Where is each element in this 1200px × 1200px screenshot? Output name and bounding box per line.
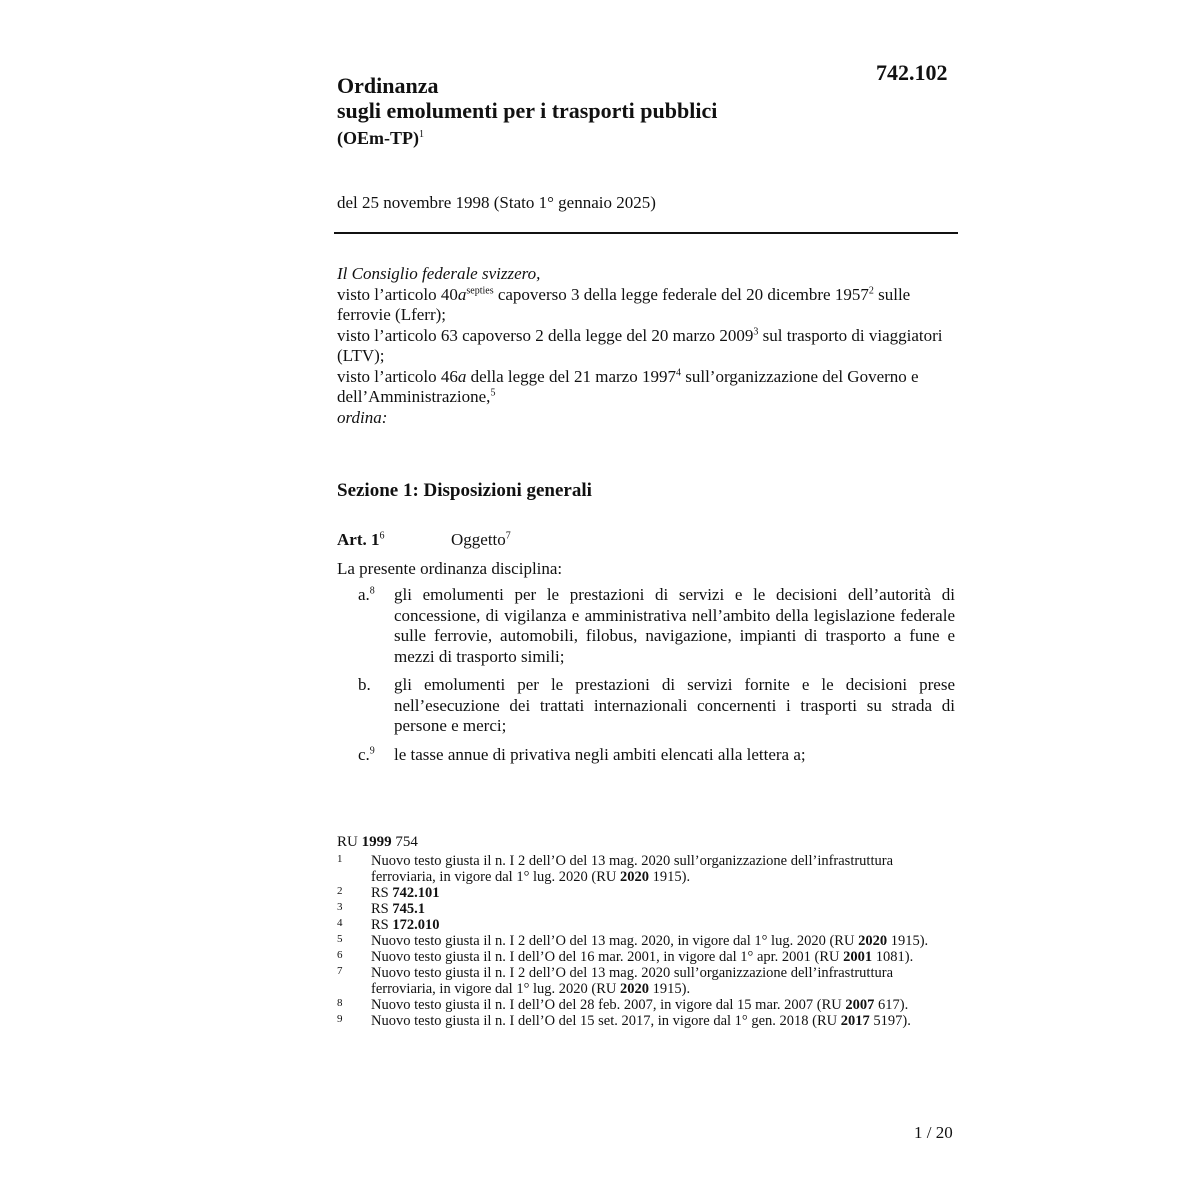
preamble-ordina: ordina:: [337, 407, 388, 427]
title-line-1: Ordinanza: [337, 73, 439, 98]
preamble: [337, 264, 955, 428]
preamble-clause-2: visto l’articolo 63 capoverso 2 della legge del 20 marzo 2009$^3$ sul trasporto di viaggiatori (LTV);: [337, 325, 943, 365]
document-number: 742.102: [876, 60, 948, 85]
abbreviation-text: (OEm-TP): [337, 128, 419, 148]
list-item: [337, 585, 955, 667]
footnote: 9 Nuovo testo giusta il n. I dell’O del 15 set. 2017, in vigore dal 1° gen. 2018 (RU 2017 5197).: [337, 1013, 911, 1029]
item-label: a.$^8$: [358, 585, 375, 604]
footnote: 6 Nuovo testo giusta il n. I dell’O del 16 mar. 2001, in vigore dal 1° apr. 2001 (RU 2001 1081).: [337, 949, 914, 965]
footnote-ref-1[interactable]: 1: [418, 129, 424, 140]
footnote: 5 Nuovo testo giusta il n. I 2 dell’O del 13 mag. 2020, in vigore dal 1° lug. 2020 (RU 2020 1915).: [337, 933, 929, 949]
list-item: [337, 745, 955, 766]
preamble-clause-3: visto l’articolo 46a della legge del 21 marzo 1997$^4$ sull’organizzazione del Governo e dell’Amministrazione,$^5$: [337, 366, 919, 406]
item-text: le tasse annue di privativa negli ambiti elencati alla lettera a;: [394, 744, 806, 764]
document-abbreviation: [337, 128, 424, 149]
date-line: del 25 novembre 1998 (Stato 1° gennaio 2025): [337, 193, 656, 212]
footnote-ref-6[interactable]: 6: [379, 530, 385, 542]
article-intro: La presente ordinanza disciplina:: [337, 559, 563, 578]
item-text: gli emolumenti per le prestazioni di servizi fornite e le decisioni prese nell’esecuzione dei trattati internazionali concernenti i trasporti su strada di persone e merci;: [394, 675, 955, 735]
article-number: Art. 1: [337, 530, 380, 549]
list-item: [337, 675, 955, 737]
footnote-ref-2[interactable]: 2: [868, 284, 874, 296]
document-title: [337, 73, 717, 123]
footnote-ref-9[interactable]: 9: [369, 744, 375, 756]
footnote-ref-8[interactable]: 8: [369, 585, 375, 597]
page-number: 1 / 20: [914, 1123, 953, 1142]
preamble-clause-1: visto l’articolo $40a^{septies}$ capoverso 3 della legge federale del 20 dicembre 1957$^2$ sulle ferrovie (Lferr);: [337, 284, 911, 324]
preamble-authority: Il Consiglio federale svizzero,: [337, 264, 541, 283]
section-heading: Sezione 1: Disposizioni generali: [337, 480, 592, 501]
footnote-ref-7[interactable]: 7: [505, 530, 511, 542]
footnote: 1 Nuovo testo giusta il n. I 2 dell’O del 13 mag. 2020 sull’organizzazione dell’infrastruttura ferroviaria, in vigore dal 1° lug. 2020 (RU 2020 1915).: [337, 853, 894, 885]
item-text: gli emolumenti per le prestazioni di servizi e le decisioni dell’autorità di concessione, di vigilanza e amministrativa nell’ambito della legislazione federale sulle ferrovie, automobili, filobus, navigazione, impianti di trasporto a fune e mezzi di trasporto simili;: [394, 585, 955, 666]
footnote: 3 RS 745.1: [337, 901, 425, 917]
footnote-ref-4[interactable]: 4: [675, 366, 681, 378]
article-title: Oggetto$^7$: [451, 530, 511, 549]
title-line-2: sugli emolumenti per i trasporti pubblici: [337, 98, 718, 123]
article-items: [337, 585, 955, 773]
footnote: 8 Nuovo testo giusta il n. I dell’O del 28 feb. 2007, in vigore dal 15 mar. 2007 (RU 2007 617).: [337, 997, 909, 1013]
footnote-ref-3[interactable]: 3: [753, 325, 759, 337]
header-divider: [334, 232, 958, 234]
item-label: c.$^9$: [358, 744, 375, 764]
ru-reference: RU 1999 754: [337, 834, 418, 850]
item-label: b.: [358, 675, 371, 694]
footnote-ref-5[interactable]: 5: [490, 387, 496, 399]
article-heading: [337, 530, 511, 550]
footnote: 7 Nuovo testo giusta il n. I 2 dell’O del 13 mag. 2020 sull’organizzazione dell’infrastruttura ferroviaria, in vigore dal 1° lug. 2020 (RU 2020 1915).: [337, 965, 894, 997]
footnotes: [337, 834, 955, 1029]
footnote-list: [337, 853, 955, 1029]
footnote: 2 RS 742.101: [337, 885, 440, 901]
footnote: 4 RS 172.010: [337, 917, 440, 933]
